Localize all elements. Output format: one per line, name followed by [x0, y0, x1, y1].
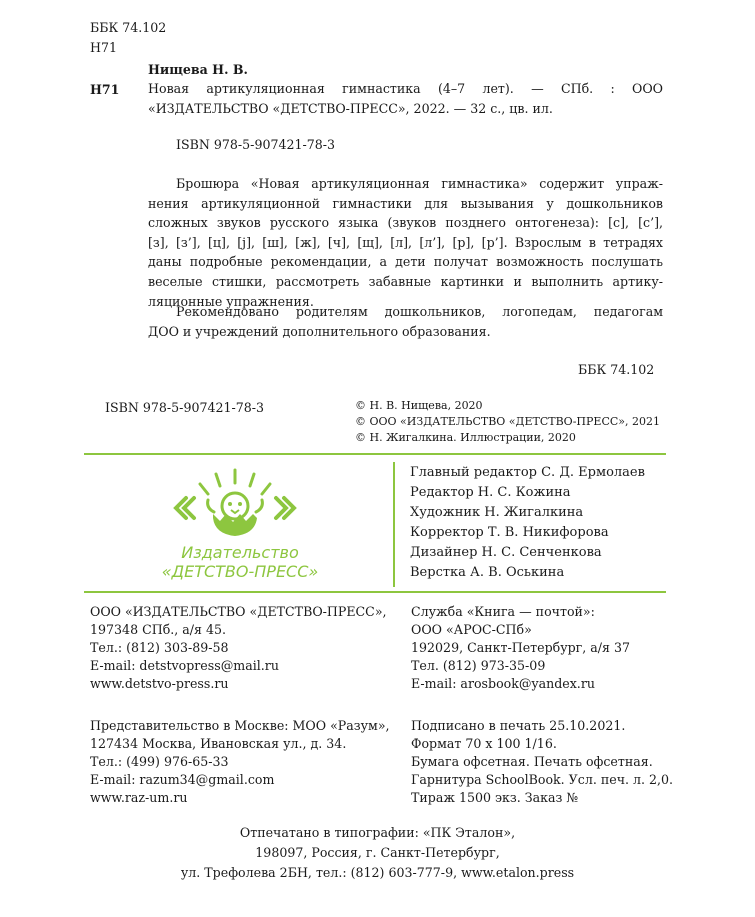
divider-bottom [84, 591, 666, 593]
mail-order-service [411, 603, 630, 693]
credit-line: Художник Н. Жигалкина [410, 505, 584, 520]
print-info-line: Гарнитура SchoolBook. Усл. печ. л. 2,0. [411, 772, 674, 787]
author-mark-top: Н71 [90, 40, 118, 55]
biblio-line: Новая артикуляционная гимнастика (4–7 лет). — СПб. : ООО [148, 81, 663, 96]
annotation-paragraph [148, 174, 663, 311]
divider-vertical [393, 462, 395, 587]
publisher-contacts [90, 603, 387, 693]
recommendation-line: Рекомендовано родителям дошкольников, логопедам, педагогам [176, 304, 663, 319]
print-info-line: Бумага офсетная. Печать офсетная. [411, 754, 653, 769]
recommendation-line: ДОО и учреждений дополнительного образования. [148, 323, 491, 339]
contact-line: 192029, Санкт-Петербург, а/я 37 [411, 640, 631, 655]
author-mark-side: Н71 [90, 82, 120, 97]
contact-line: E-mail: detstvopress@mail.ru [90, 658, 279, 673]
print-info-line: Формат 70 х 100 1/16. [411, 736, 557, 751]
contact-line: Представительство в Москве: МОО «Разум», [90, 718, 390, 733]
divider-top [84, 453, 666, 455]
annotation-line: [з], [з’], [ц], [j], [ш], [ж], [ч], [щ], [л], [л’], [р], [р’]. Взрослым в тетрадях [148, 234, 663, 250]
contact-line: www.detstvo-press.ru [90, 676, 229, 691]
contact-line: ООО «ИЗДАТЕЛЬСТВО «ДЕТСТВО-ПРЕСС», [90, 604, 387, 619]
print-info-line: Тираж 1500 экз. Заказ № [411, 790, 579, 805]
contact-line: E-mail: arosbook@yandex.ru [411, 676, 595, 691]
annotation-line: веселые стишки, рассмотреть забавные картинки и выполнить артику- [148, 273, 663, 289]
moscow-office [90, 717, 390, 807]
contact-line: 197348 СПб., а/я 45. [90, 622, 227, 637]
annotation-line: Брошюра «Новая артикуляционная гимнастика» содержит упраж- [176, 176, 663, 191]
contact-line: Служба «Книга — почтой»: [411, 604, 595, 619]
copyright-line: © ООО «ИЗДАТЕЛЬСТВО «ДЕТСТВО-ПРЕСС», 2021 [355, 415, 660, 428]
footer-line: ул. Трефолева 2БН, тел.: (812) 603-777-9, www.etalon.press [180, 865, 575, 880]
annotation-line: даны подробные рекомендации, а дети получат возможность послушать [148, 254, 663, 270]
contact-line: Тел.: (812) 303-89-58 [90, 640, 229, 655]
print-information [411, 717, 673, 807]
printing-house-info [90, 823, 665, 883]
print-info-line: Подписано в печать 25.10.2021. [411, 718, 626, 733]
logo-text-line1: Издательство [181, 543, 299, 562]
annotation-line: ляционные упражнения. [148, 293, 314, 309]
logo-text-line2: «ДЕТСТВО-ПРЕСС» [161, 562, 319, 581]
contact-line: E-mail: razum34@gmail.com [90, 772, 275, 787]
bibliographic-record [148, 79, 663, 119]
bbk-code-top: ББК 74.102 [90, 20, 167, 35]
copyright-line: © Н. Жигалкина. Иллюстрации, 2020 [355, 431, 576, 444]
annotation-line: сложных звуков русского языка (звуков позднего онтогенеза): [с], [с’], [148, 215, 663, 231]
contact-line: Тел.: (499) 976-65-33 [90, 754, 229, 769]
footer-line: 198097, Россия, г. Санкт-Петербург, [255, 845, 500, 860]
annotation-line: нения артикуляционной гимнастики для вызывания у дошкольников [148, 195, 663, 211]
editorial-credits [410, 463, 645, 583]
biblio-line: «ИЗДАТЕЛЬСТВО «ДЕТСТВО-ПРЕСС», 2022. — 32 с., цв. ил. [148, 101, 553, 116]
contact-line: 127434 Москва, Ивановская ул., д. 34. [90, 736, 347, 751]
contact-line: www.raz-um.ru [90, 790, 188, 805]
bbk-code-bottom: ББК 74.102 [578, 362, 655, 377]
credit-line: Дизайнер Н. С. Сенченкова [410, 545, 602, 560]
credit-line: Корректор Т. В. Никифорова [410, 525, 609, 540]
contact-line: ООО «АРОС-СПб» [411, 622, 532, 637]
footer-line: Отпечатано в типографии: «ПК Эталон», [239, 825, 516, 840]
author-name: Нищева Н. В. [148, 62, 248, 77]
isbn-top: ISBN 978-5-907421-78-3 [176, 137, 336, 152]
copyright-line: © Н. В. Нищева, 2020 [355, 399, 483, 412]
publisher-logo [110, 466, 370, 586]
credit-line: Редактор Н. С. Кожина [410, 485, 571, 500]
contact-line: Тел. (812) 973-35-09 [411, 658, 546, 673]
credit-line: Главный редактор С. Д. Ермолаев [410, 465, 645, 480]
credit-line: Верстка А. В. Оськина [410, 565, 565, 580]
isbn-bottom: ISBN 978-5-907421-78-3 [105, 400, 265, 415]
recommendation-paragraph [148, 302, 663, 341]
